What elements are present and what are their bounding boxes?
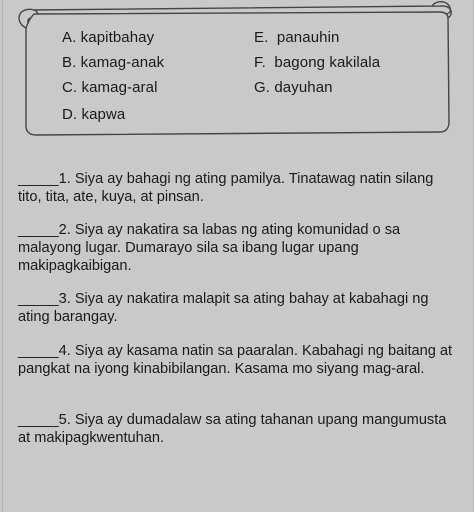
choice-g: G. dayuhan [254, 79, 333, 96]
choice-e: E. panauhin [254, 29, 340, 46]
question-4: _____4. Siya ay kasama natin sa paaralan. Kabahagi ng baitang at pangkat na iyong kinabibilangan. Kasama mo siyang mag-aral. [18, 343, 453, 377]
question-2: _____2. Siya ay nakatira sa labas ng ating komunidad o sa malayong lugar. Dumarayo sila sa ibang lugar upang makipagkaibigan. [18, 222, 401, 274]
answer-blank-1[interactable]: _____ [18, 171, 59, 187]
question-5: _____5. Siya ay dumadalaw sa ating tahanan upang mangumusta at makipagkwentuhan. [18, 412, 447, 446]
answer-blank-3[interactable]: _____ [18, 291, 59, 307]
choice-a: A. kapitbahay [62, 29, 155, 46]
choice-f: F. bagong kakilala [254, 54, 381, 71]
choice-c: C. kamag-aral [62, 79, 158, 96]
answer-blank-2[interactable]: _____ [18, 222, 59, 238]
choice-d: D. kapwa [62, 106, 126, 123]
question-1: _____1. Siya ay bahagi ng ating pamilya. Tinatawag natin silang tito, tita, ate, kuya, at pinsan. [18, 171, 434, 205]
answer-blank-4[interactable]: _____ [18, 343, 59, 359]
question-3: _____3. Siya ay nakatira malapit sa ating bahay at kabahagi ng ating barangay. [18, 291, 429, 325]
answer-blank-5[interactable]: _____ [18, 412, 59, 428]
choice-b: B. kamag-anak [62, 54, 165, 71]
